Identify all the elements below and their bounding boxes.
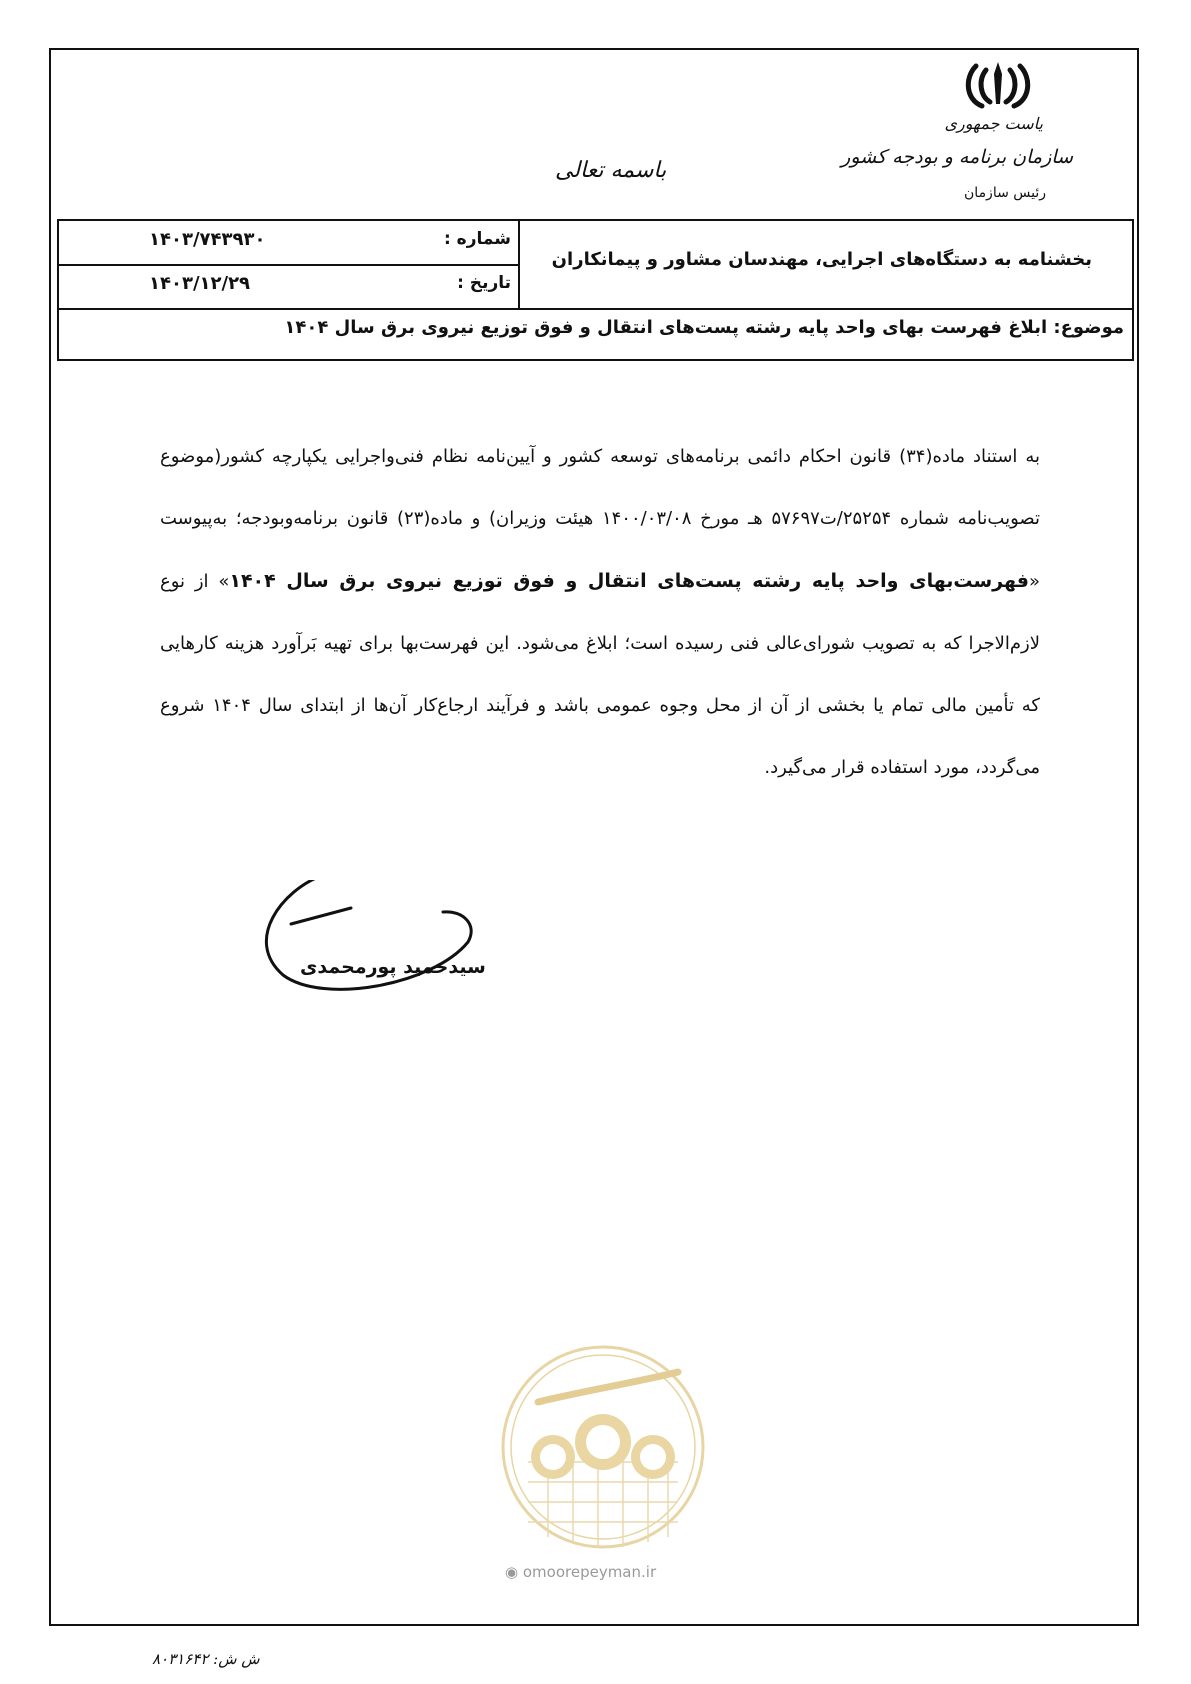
iran-emblem-icon	[962, 60, 1034, 112]
letterhead-line-1: یاست جمهوری	[944, 114, 1043, 133]
subject-line: موضوع: ابلاغ فهرست بهای واحد پایه رشته پست‌های انتقال و فوق توزیع نیروی برق سال ۱۴۰۴	[284, 317, 1124, 338]
letterhead-title: رئیس سازمان	[964, 185, 1046, 201]
body-text-1: به استناد ماده(۳۴) قانون احکام دائمی برنامه‌های توسعه کشور و آیین‌نامه نظام فنی‌واجرایی یکپارچه کشور(موضوع تصویب‌نامه شماره ۲۵۲۵۴/ت۵۷۶۹۷ هـ مورخ ۱۴۰۰/۰۳/۰۸ هیئت وزیران) و ماده(۲۳) قانون برنامه‌وبودجه؛ به‌پیوست «	[160, 446, 1041, 592]
recipients: بخشنامه به دستگاه‌های اجرایی، مهندسان مشاور و پیمانکاران	[551, 249, 1092, 270]
bismillah: باسمه تعالی	[555, 158, 667, 183]
body-bold-title: فهرست‌بهای واحد پایه رشته پست‌های انتقال و فوق توزیع نیروی برق سال ۱۴۰۴	[229, 570, 1029, 592]
date-label: تاریخ :	[457, 273, 511, 293]
watermark-stamp	[498, 1342, 708, 1552]
letterhead-organization: سازمان برنامه و بودجه کشور	[841, 146, 1073, 168]
footer-code: ش ش: ۸۰۳۱۶۴۲	[152, 1650, 260, 1668]
header-table	[57, 219, 1134, 361]
body-text-2: » از نوع لازم‌الاجرا که به تصویب شورای‌عالی فنی رسیده است؛ ابلاغ می‌شود. این فهرست‌بها برای تهیه بَرآورد هزینه کارهایی که تأمین مالی تمام یا بخشی از آن از محل وجوه عمومی باشد و فرآیند ارجاع‌کار آن‌ها از ابتدای سال ۱۴۰۴ شروع می‌گردد، مورد استفاده قرار می‌گیرد.	[160, 571, 1041, 778]
number-value: ۱۴۰۳/۷۴۳۹۳۰	[149, 229, 266, 250]
watermark-url: ◉ omoorepeyman.ir	[505, 1563, 657, 1581]
letter-body	[160, 426, 1040, 799]
header-divider	[59, 264, 520, 266]
number-label: شماره :	[443, 229, 511, 249]
signatory-name: سیدحمید پورمحمدی	[300, 956, 486, 978]
date-value: ۱۴۰۳/۱۲/۲۹	[149, 273, 251, 294]
header-row	[59, 221, 1132, 310]
